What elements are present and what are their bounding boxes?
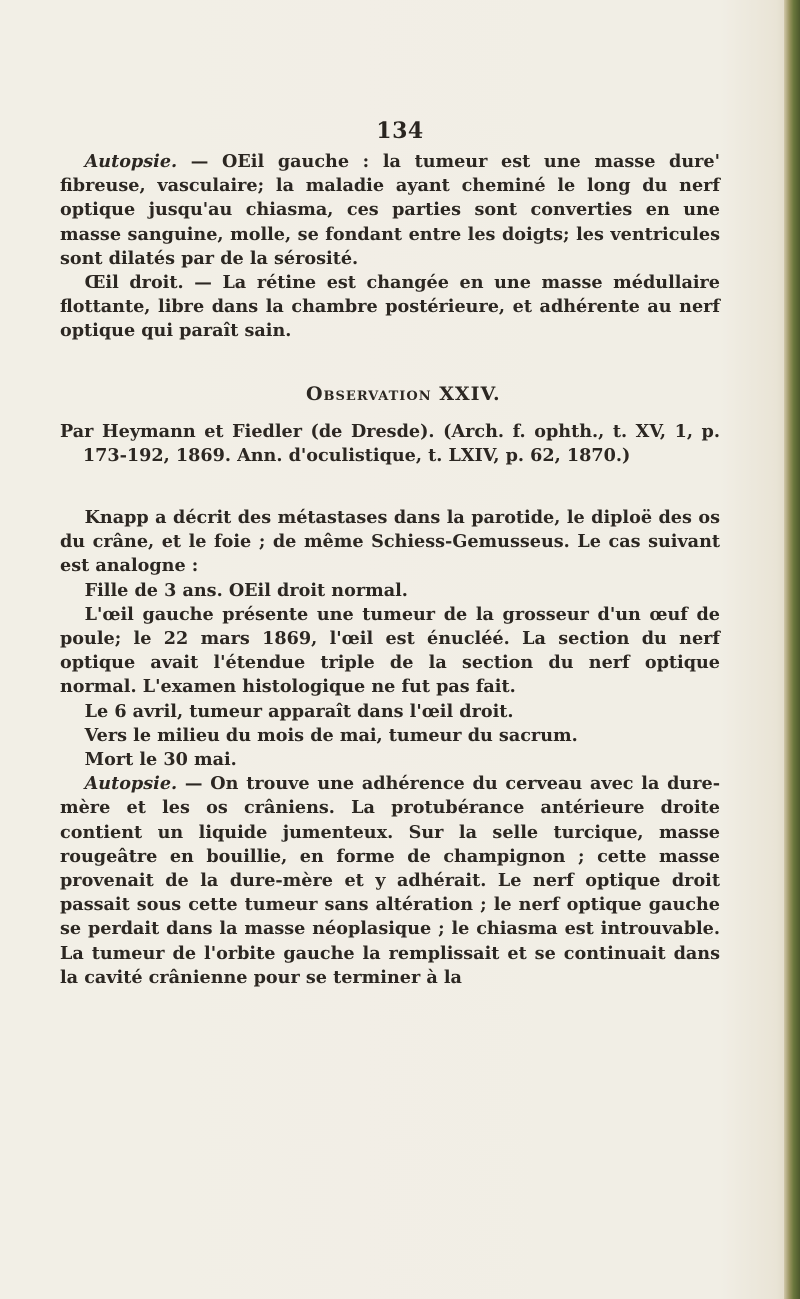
autopsy-heading-2: Autopsie. [84,773,178,795]
binding-edge [784,0,800,1299]
case-line: Fille de 3 ans. OEil droit normal. [84,579,408,601]
april-line: Le 6 avril, tumeur apparaît dans l'œil droit. [84,700,514,722]
intro-paragraph: Knapp a décrit des métastases dans la parotide, le diploë des os du crâne, et le foie ; de même Schiess-Gemusseus. Le cas suivant est analogne : [60,507,720,577]
autopsy-text: — OEil gauche : la tumeur est une masse dure' fibreuse, vasculaire; la maladie ayant cheminé le long du nerf optique jusqu'au chiasma, ces parties sont converties en une masse sanguine, molle, se fondant entre les doigts; les ventricules sont dilatés par de la sérosité. [60,151,720,269]
observation-title: Observation XXIV. [305,382,501,405]
page-number: 134 [376,118,424,144]
body-text [60,150,720,990]
observation-reference: Par Heymann et Fiedler (de Dresde). (Arch. f. ophth., t. XV, 1, p. 173-192, 1869. Ann. d'oculistique, t. LXIV, p. 62, 1870.) [60,420,720,466]
autopsy-paragraph-2 [60,772,720,990]
right-eye-paragraph: Œil droit. — La rétine est changée en une masse médullaire flottante, libre dans la chambre postérieure, et adhérente au nerf optique qui paraît sain. [60,272,720,342]
autopsy-heading: Autopsie. [84,151,178,172]
may-line: Vers le milieu du mois de mai, tumeur du sacrum. [84,724,578,746]
left-eye-paragraph: L'œil gauche présente une tumeur de la grosseur d'un œuf de poule; le 22 mars 1869, l'œil est énucléé. La section du nerf optique avait l'étendue triple de la section du nerf optique normal. L'examen histologique ne fut pas fait. [60,603,720,698]
death-line: Mort le 30 mai. [84,749,237,771]
autopsy-text-2: — On trouve une adhérence du cerveau avec la dure-mère et les os crâniens. La protubérance antérieure droite contient un liquide jumenteux. Sur la selle turcique, masse rougeâtre en bouillie, en forme de champignon ; cette masse provenait de la dure-mère et y adhérait. Le nerf optique droit passait sous cette tumeur sans altération ; le nerf optique gauche se perdait dans la masse néoplasique ; le chiasma est introuvable. La tumeur de l'orbite gauche la remplissait et se continuait dans la cavité crânienne pour se terminer à la [60,773,720,988]
autopsy-paragraph-1 [60,150,720,271]
